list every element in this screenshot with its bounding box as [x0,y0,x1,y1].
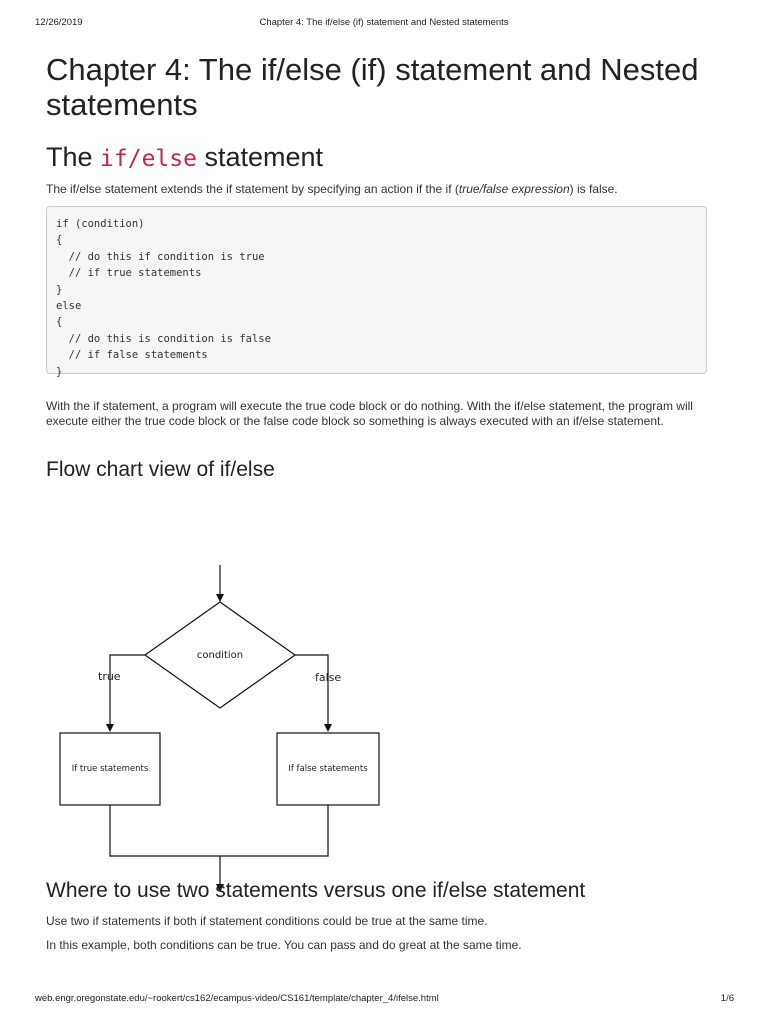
code-line: // if true statements [56,267,202,280]
intro-text-after: ) is false. [569,182,618,196]
heading-suffix: statement [204,142,324,172]
code-line: // do this if condition is true [56,250,265,263]
code-line: // if false statements [56,349,208,362]
merge-line [110,805,328,856]
true-branch-line [110,655,145,731]
flowchart-heading: Flow chart view of if/else [46,458,275,481]
explanation-paragraph: With the if statement, a program will execute the true code block or do nothing. With the if/else statement, the program will execute either the true code block or the false code block so something is always executed with an if/else statement. [46,399,693,428]
code-line: { [56,234,63,247]
code-line: else [56,299,82,312]
print-footer [0,993,768,1009]
false-branch-line [295,655,328,731]
code-line: } [56,283,63,296]
intro-text-before: The if/else statement extends the if statement by specifying an action if the if ( [46,182,459,196]
print-url: web.engr.oregonstate.edu/~rookert/cs162/ecampus-video/CS161/template/chapter_4/ifelse.html [35,993,439,1004]
two-statements-paragraph: Use two if statements if both if statement conditions could be true at the same time. [46,914,488,928]
intro-paragraph [46,182,726,197]
heading-prefix: The [46,142,93,172]
example-paragraph: In this example, both conditions can be true. You can pass and do great at the same time. [46,938,522,952]
false-label: false [315,671,342,684]
where-heading: Where to use two statements versus one if/else statement [46,879,586,902]
intro-emphasis: true/false expression [458,182,570,196]
code-line: // do this is condition is false [56,332,271,345]
page-number: 1/6 [720,993,734,1004]
code-line: } [56,365,63,378]
true-label: true [98,670,121,683]
true-statements-label: If true statements [71,764,149,774]
print-header [0,15,768,31]
print-title: Chapter 4: The if/else (if) statement and Nested statements [259,17,509,28]
section-heading-ifelse [46,141,323,175]
code-line: { [56,316,63,329]
page-title: Chapter 4: The if/else (if) statement and Nested statements [46,52,699,122]
false-statements-label: If false statements [288,764,368,774]
print-date: 12/26/2019 [35,17,83,28]
code-block [46,206,707,378]
ifelse-flowchart [46,507,426,899]
heading-code: if/else [100,146,197,172]
code-line: if (condition) [56,218,145,230]
condition-label: condition [196,650,244,661]
